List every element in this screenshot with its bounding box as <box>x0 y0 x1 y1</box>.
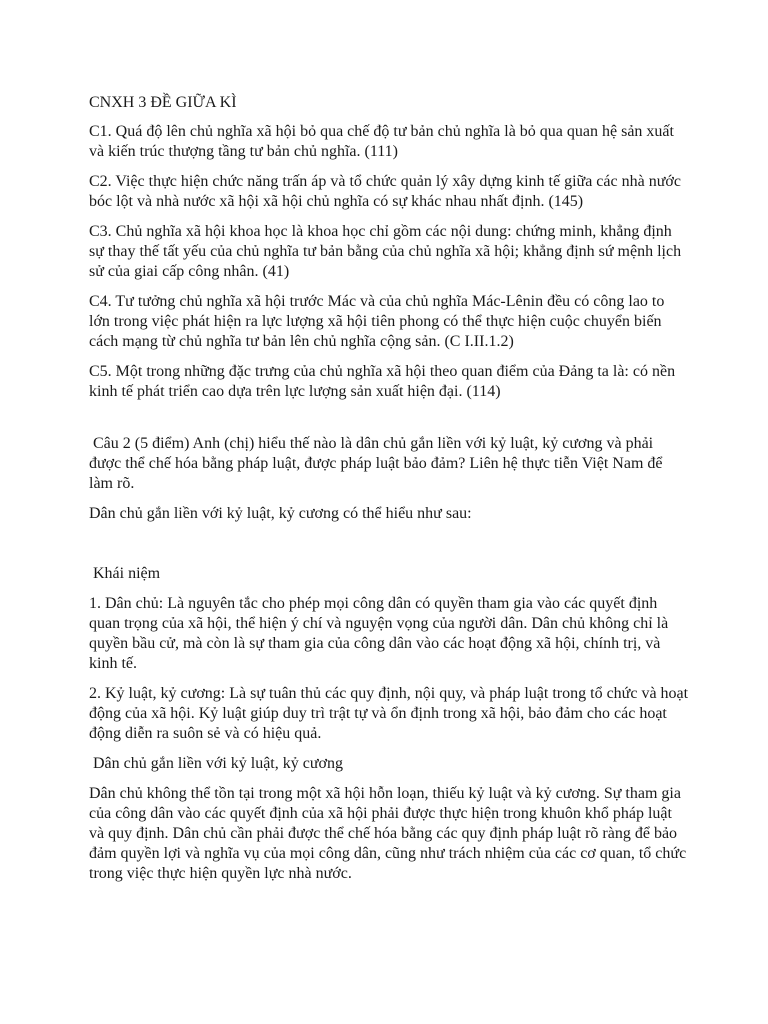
question-c4: C4. Tư tưởng chủ nghĩa xã hội trước Mác và của chủ nghĩa Mác-Lênin đều có công lao to lớn trong việc phát hiện ra lực lượng xã hội tiên phong có thể thực hiện cuộc chuyển biến cách mạng từ chủ nghĩa tư bản lên chủ nghĩa cộng sản. (C I.II.1.2) <box>89 293 665 350</box>
answer-intro: Dân chủ gắn liền với kỷ luật, kỷ cương có thể hiểu như sau: <box>89 505 472 522</box>
concept-democracy: 1. Dân chủ: Là nguyên tắc cho phép mọi công dân có quyền tham gia vào các quyết định quan trọng của xã hội, thể hiện ý chí và nguyện vọng của người dân. Dân chủ không chỉ là quyền bầu cử, mà còn là sự tham gia của công dân vào các hoạt động xã hội, chính trị, và kinh tế. <box>89 595 669 672</box>
question-c2: C2. Việc thực hiện chức năng trấn áp và tổ chức quản lý xây dựng kinh tế giữa các nhà nước bóc lột và nhà nước xã hội xã hội chủ nghĩa có sự khác nhau nhất định. (145) <box>89 173 681 210</box>
section-heading-concepts: Khái niệm <box>89 565 161 582</box>
question-2: Câu 2 (5 điểm) Anh (chị) hiểu thế nào là dân chủ gắn liền với kỷ luật, kỷ cương và phải được thể chế hóa bằng pháp luật, được pháp luật bảo đảm? Liên hệ thực tiễn Việt Nam để làm rõ. <box>89 435 667 492</box>
section-heading-democracy-discipline: Dân chủ gắn liền với kỷ luật, kỷ cương <box>89 755 343 772</box>
concept-discipline: 2. Kỷ luật, kỷ cương: Là sự tuân thủ các quy định, nội quy, và pháp luật trong tổ chức và hoạt động của xã hội. Kỷ luật giúp duy trì trật tự và ổn định trong xã hội, bảo đảm cho các hoạt động diễn ra suôn sẻ và có hiệu quả. <box>89 685 689 742</box>
question-c3: C3. Chủ nghĩa xã hội khoa học là khoa học chỉ gồm các nội dung: chứng minh, khẳng định sự thay thế tất yếu của chủ nghĩa tư bản bằng của chủ nghĩa xã hội; khẳng định sứ mệnh lịch sử của giai cấp công nhân. (41) <box>89 223 682 280</box>
section-body-democracy-discipline: Dân chủ không thể tồn tại trong một xã hội hỗn loạn, thiếu kỷ luật và kỷ cương. Sự tham gia của công dân vào các quyết định của xã hội phải được thực hiện trong khuôn khổ pháp luật và quy định. Dân chủ cần phải được thể chế hóa bằng các quy định pháp luật rõ ràng để bảo đảm quyền lợi và nghĩa vụ của mọi công dân, cũng như trách nhiệm của các cơ quan, tổ chức trong việc thực hiện quyền lực nhà nước. <box>89 785 687 882</box>
document-title: CNXH 3 ĐỀ GIỮA KÌ <box>89 94 237 111</box>
question-c5: C5. Một trong những đặc trưng của chủ nghĩa xã hội theo quan điểm của Đảng ta là: có nền kinh tế phát triển cao dựa trên lực lượng sản xuất hiện đại. (114) <box>89 363 676 400</box>
question-c1: C1. Quá độ lên chủ nghĩa xã hội bỏ qua chế độ tư bản chủ nghĩa là bỏ qua quan hệ sản xuất và kiến trúc thượng tầng tư bản chủ nghĩa. (111) <box>89 123 674 160</box>
document-page <box>89 93 689 894</box>
